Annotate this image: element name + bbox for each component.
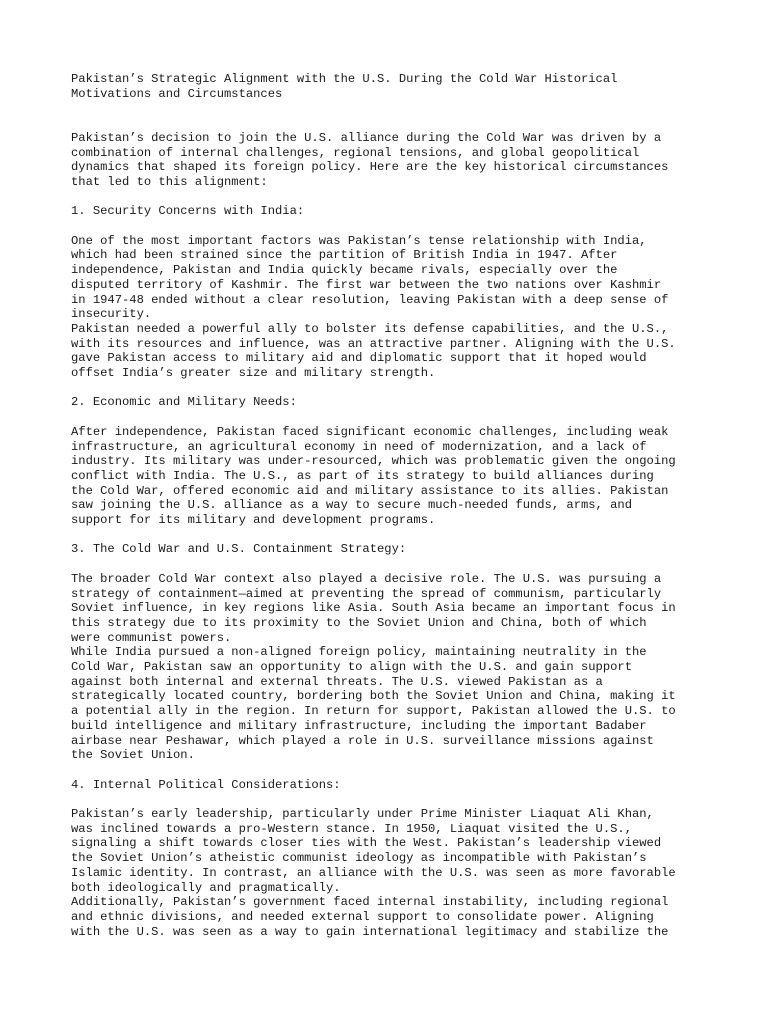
document-body xyxy=(71,72,711,939)
section-heading-internal: 4. Internal Political Considerations: xyxy=(71,777,341,792)
section-cold-war-paragraph-2: While India pursued a non-aligned foreign policy, maintaining neutrality in the Cold War, Pakistan saw an opportunity to align with the U.S. and gain support against both internal and external threats. The U.S. viewed Pakistan as a strategically located country, bordering both the Soviet Union and China, making it a potential ally in the region. In return for support, Pakistan allowed the U.S. to build intelligence and military infrastructure, including the important Badaber airbase near Peshawar, which played a role in U.S. surveillance missions against the Soviet Union. xyxy=(71,645,676,763)
section-internal-paragraph-2: Additionally, Pakistan’s government faced internal instability, including regional and ethnic divisions, and needed external support to consolidate power. Aligning with the U.S. was seen as a way to gain international legitimacy and stabilize the xyxy=(71,895,669,939)
section-heading-security: 1. Security Concerns with India: xyxy=(71,204,305,219)
section-security-paragraph-2: Pakistan needed a powerful ally to bolster its defense capabilities, and the U.S., with its resources and influence, was an attractive partner. Aligning with the U.S. gave Pakistan access to military aid and diplomatic support that it hoped would offset India’s greater size and military strength. xyxy=(71,321,676,381)
section-cold-war-paragraph-1: The broader Cold War context also played a decisive role. The U.S. was pursuing a strategy of containment—aimed at preventing the spread of communism, particularly Soviet influence, in key regions like Asia. South Asia became an important focus in this strategy due to its proximity to the Soviet Union and China, both of which were communist powers. xyxy=(71,571,676,645)
section-heading-economic: 2. Economic and Military Needs: xyxy=(71,395,297,410)
section-heading-cold-war: 3. The Cold War and U.S. Containment Strategy: xyxy=(71,542,407,557)
intro-paragraph: Pakistan’s decision to join the U.S. alliance during the Cold War was driven by a combination of internal challenges, regional tensions, and global geopolitical dynamics that shaped its foreign policy. Here are the key historical circumstances that led to this alignment: xyxy=(71,130,669,189)
section-security-paragraph-1: One of the most important factors was Pakistan’s tense relationship with India, which had been strained since the partition of British India in 1947. After independence, Pakistan and India quickly became rivals, especially over the disputed territory of Kashmir. The first war between the two nations over Kashmir in 1947-48 ended without a clear resolution, leaving Pakistan with a deep sense of insecurity. xyxy=(71,233,669,322)
section-economic-paragraph-1: After independence, Pakistan faced significant economic challenges, including weak infrastructure, an agricultural economy in need of modernization, and a lack of industry. Its military was under-resourced, which was problematic given the ongoing conflict with India. The U.S., as part of its strategy to build alliances during the Cold War, offered economic aid and military assistance to its allies. Pakistan saw joining the U.S. alliance as a way to secure much-needed funds, arms, and support for its military and development programs. xyxy=(71,424,676,528)
document-title: Pakistan’s Strategic Alignment with the U.S. During the Cold War Historical Motivations and Circumstances xyxy=(71,72,618,101)
section-internal-paragraph-1: Pakistan’s early leadership, particularly under Prime Minister Liaquat Ali Khan, was inclined towards a pro-Western stance. In 1950, Liaquat visited the U.S., signaling a shift towards closer ties with the West. Pakistan’s leadership viewed the Soviet Union’s atheistic communist ideology as incompatible with Pakistan’s Islamic identity. In contrast, an alliance with the U.S. was seen as more favorable both ideologically and pragmatically. xyxy=(71,807,676,895)
